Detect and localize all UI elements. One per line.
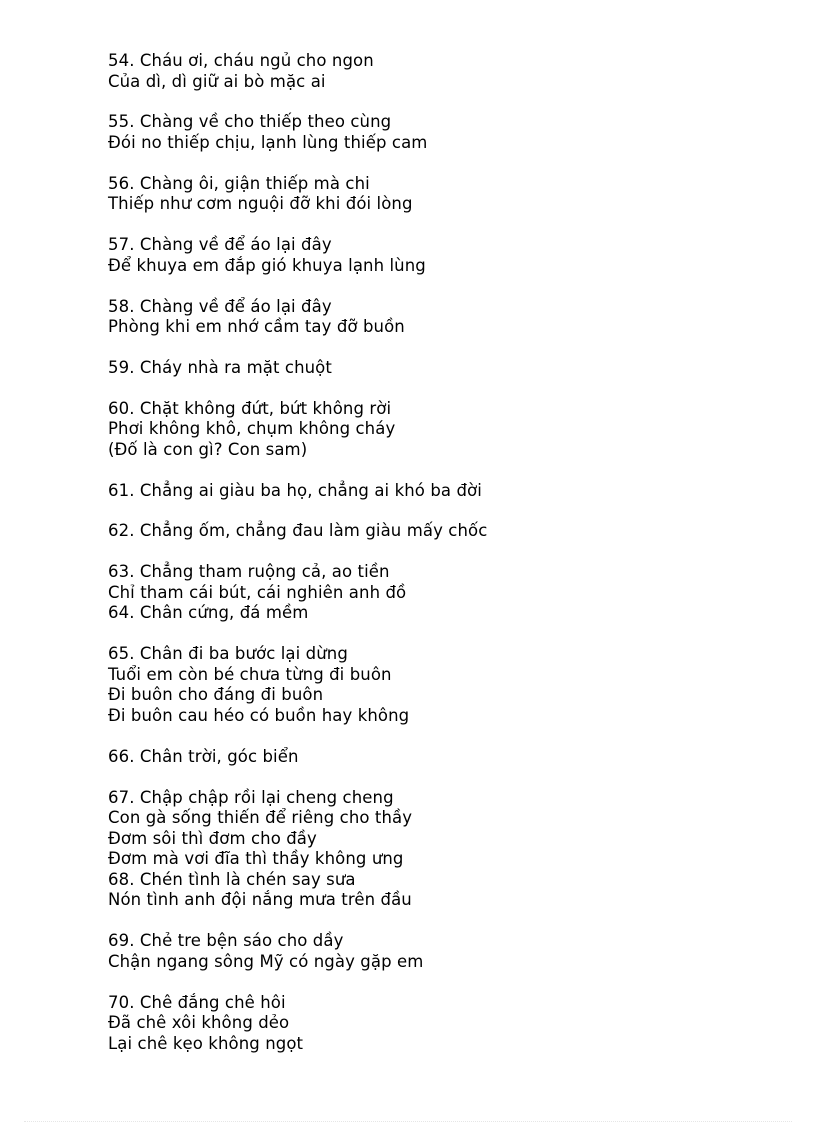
blank-line (108, 767, 768, 787)
text-line: 62. Chẳng ốm, chẳng đau làm giàu mấy chốc (108, 521, 488, 541)
page-bottom-divider (24, 1121, 792, 1122)
blank-line (108, 911, 768, 931)
text-line: 63. Chẳng tham ruộng cả, ao tiền (108, 562, 390, 582)
text-line: Chỉ tham cái bút, cái nghiên anh đồ (108, 582, 407, 602)
text-line: (Đố là con gì? Con sam) (108, 439, 308, 459)
blank-line (108, 624, 768, 644)
text-line: 60. Chặt không đứt, bứt không rời (108, 398, 392, 418)
text-line: Đói no thiếp chịu, lạnh lùng thiếp cam (108, 132, 428, 152)
text-line: Nón tình anh đội nắng mưa trên đầu (108, 890, 412, 910)
text-line: 56. Chàng ôi, giận thiếp mà chi (108, 173, 370, 193)
text-line: Tuổi em còn bé chưa từng đi buôn (108, 664, 392, 684)
text-line: Con gà sống thiến để riêng cho thầy (108, 808, 413, 828)
text-line: 69. Chẻ tre bện sáo cho dầy (108, 931, 344, 951)
text-line: Chận ngang sông Mỹ có ngày gặp em (108, 951, 424, 971)
text-line: 57. Chàng về để áo lại đây (108, 235, 332, 255)
document-body (108, 51, 768, 1054)
blank-line (108, 338, 768, 358)
blank-line (108, 972, 768, 992)
text-line: 59. Cháy nhà ra mặt chuột (108, 357, 332, 377)
blank-line (108, 92, 768, 112)
text-line: Phòng khi em nhớ cầm tay đỡ buồn (108, 317, 405, 337)
text-line: 61. Chẳng ai giàu ba họ, chẳng ai khó ba đời (108, 480, 482, 500)
text-line: 70. Chê đắng chê hôi (108, 992, 286, 1012)
text-line: 64. Chân cứng, đá mềm (108, 603, 309, 623)
text-line: Để khuya em đắp gió khuya lạnh lùng (108, 255, 426, 275)
blank-line (108, 727, 768, 747)
text-line: 68. Chén tình là chén say sưa (108, 869, 356, 889)
text-line: Của dì, dì giữ ai bò mặc ai (108, 71, 326, 91)
text-line: Lại chê kẹo không ngọt (108, 1033, 304, 1053)
text-line: Đi buôn cau héo có buồn hay không (108, 705, 410, 725)
text-line: Đã chê xôi không dẻo (108, 1013, 290, 1033)
text-line: Đơm sôi thì đơm cho đầy (108, 828, 317, 848)
blank-line (108, 378, 768, 398)
blank-line (108, 542, 768, 562)
blank-line (108, 460, 768, 480)
text-line: 54. Cháu ơi, cháu ngủ cho ngon (108, 51, 374, 70)
blank-line (108, 154, 768, 174)
text-line: Đơm mà vơi đĩa thì thầy không ưng (108, 849, 404, 869)
text-line: 55. Chàng về cho thiếp theo cùng (108, 112, 392, 132)
text-line: Phơi không khô, chụm không cháy (108, 419, 396, 439)
text-line: 65. Chân đi ba bước lại dừng (108, 644, 348, 664)
text-line: 66. Chân trời, góc biển (108, 746, 299, 766)
text-line: Thiếp như cơm nguội đỡ khi đói lòng (108, 194, 413, 214)
blank-line (108, 215, 768, 235)
text-line: Đi buôn cho đáng đi buôn (108, 685, 324, 705)
blank-line (108, 276, 768, 296)
text-line: 67. Chập chập rồi lại cheng cheng (108, 787, 394, 807)
text-line: 58. Chàng về để áo lại đây (108, 296, 332, 316)
blank-line (108, 501, 768, 521)
